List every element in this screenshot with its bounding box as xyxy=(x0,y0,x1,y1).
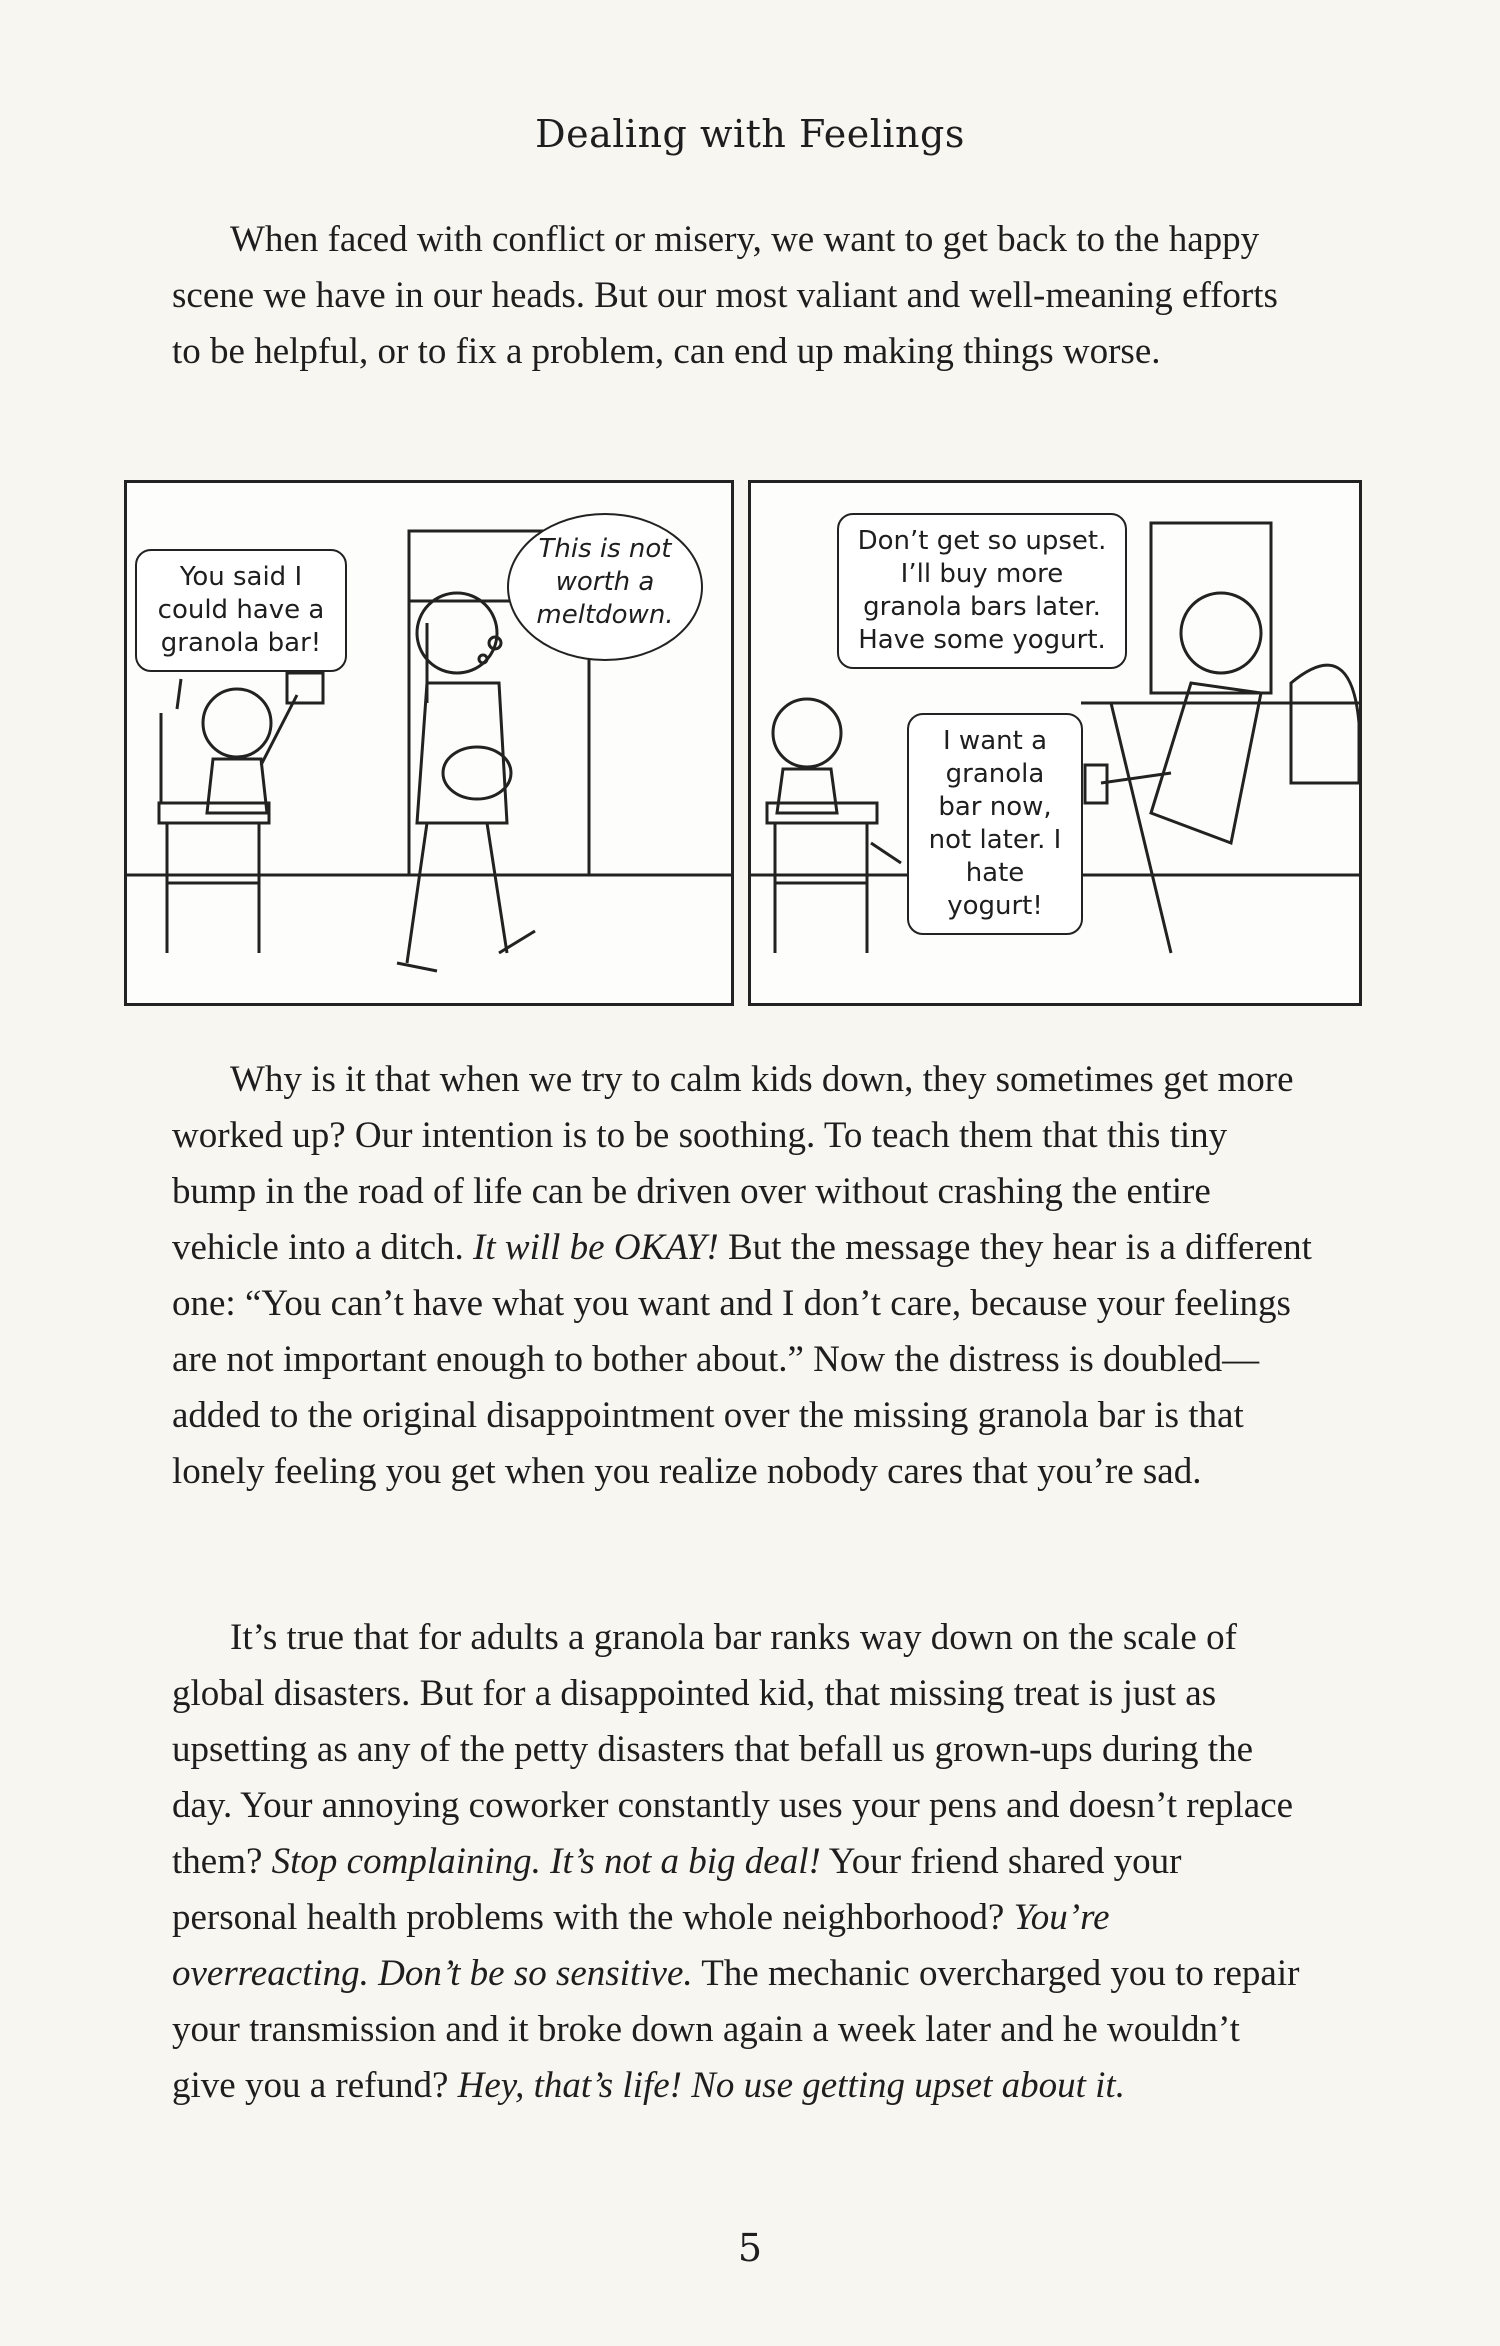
italic-phrase: You’re overreacting. Don’t be so sensitive. xyxy=(172,1897,1110,1994)
parent-speech-bubble: Don’t get so upset. I’ll buy more granola bars later. Have some yogurt. xyxy=(837,513,1127,669)
body-text: But the message they hear is a different one: “You can’t have what you want and I don’t care, because your feelings are not important enough to bother about.” Now the distress is doubled—added to the original disappointment over the missing granola bar is that lonely feeling you get when you realize nobody cares that you’re sad. xyxy=(172,1227,1312,1492)
italic-phrase: Hey, that’s life! No use getting upset about it. xyxy=(457,2065,1125,2106)
body-paragraph-1 xyxy=(172,1052,1312,1500)
comic-panel-right xyxy=(748,480,1362,1006)
page-number: 5 xyxy=(737,2226,763,2270)
running-head: Dealing with Feelings xyxy=(535,112,965,156)
intro-paragraph: When faced with conflict or misery, we want to get back to the happy scene we have in our heads. But our most valiant and well-meaning efforts to be helpful, or to fix a problem, can end up making things worse. xyxy=(172,219,1278,372)
body-text: Your friend shared your personal health problems with the whole neighborhood? xyxy=(172,1841,1182,1938)
italic-phrase: Stop complaining. It’s not a big deal! xyxy=(271,1841,821,1882)
body-text: It’s true that for adults a granola bar ranks way down on the scale of global disasters. But for a disappointed kid, that missing treat is just as upsetting as any of the petty disasters that befall us grown-ups during the day. Your annoying coworker constantly uses your pens and doesn’t replace them? xyxy=(172,1617,1294,1882)
parent-thought-bubble: This is not worth a meltdown. xyxy=(507,513,703,661)
comic-panel-left xyxy=(124,480,734,1006)
body-text: The mechanic overcharged you to repair your transmission and it broke down again a week later and he wouldn’t give you a refund? xyxy=(172,1953,1300,2106)
child-speech-bubble-2: I want a granola bar now, not later. I hate yogurt! xyxy=(907,713,1083,935)
body-paragraph-2 xyxy=(172,1610,1312,2114)
italic-phrase: It will be OKAY! xyxy=(473,1227,719,1268)
child-speech-bubble: You said I could have a granola bar! xyxy=(135,549,347,672)
body-text: Why is it that when we try to calm kids down, they sometimes get more worked up? Our intention is to be soothing. To teach them that this tiny bump in the road of life can be driven over without crashing the entire vehicle into a ditch. xyxy=(172,1059,1294,1268)
